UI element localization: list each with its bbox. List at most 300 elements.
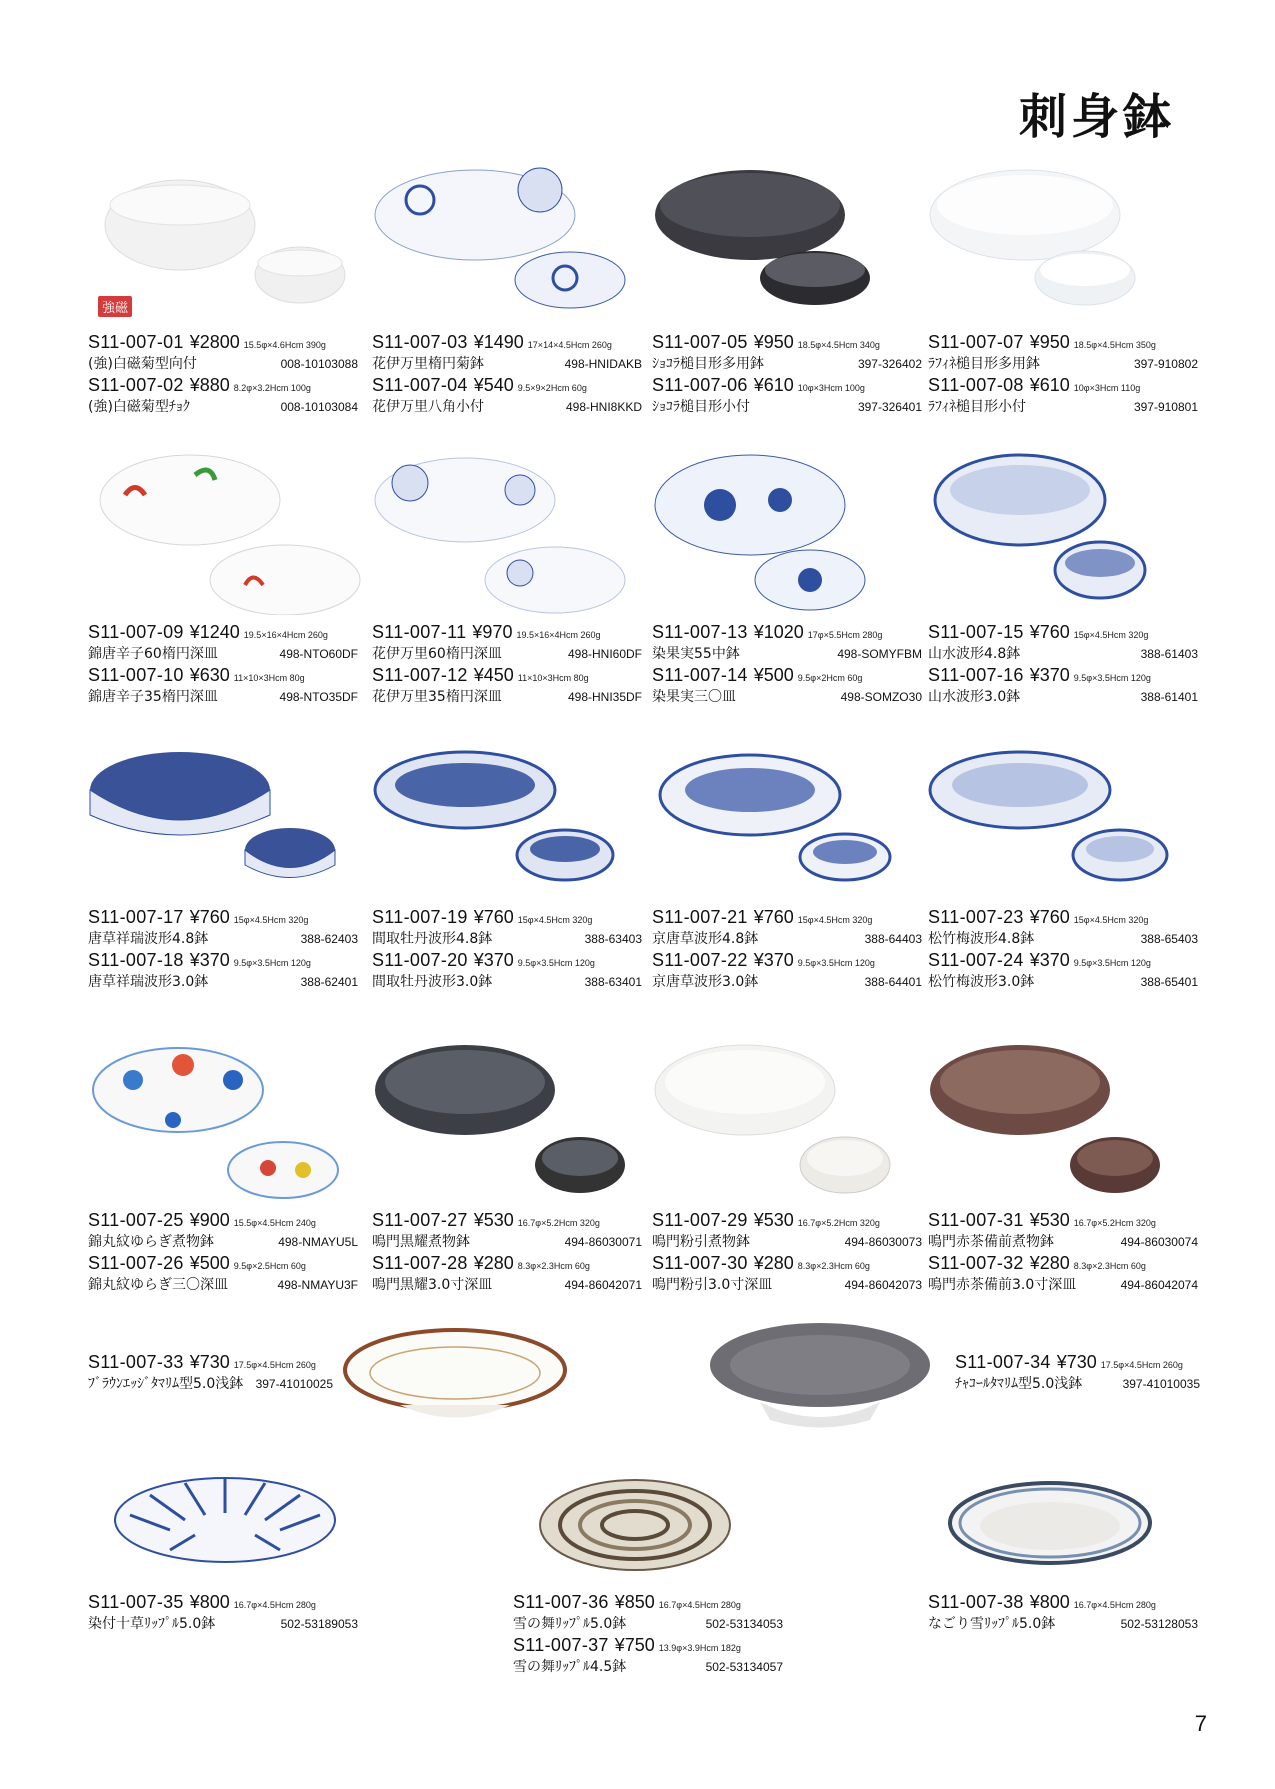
product-name-jan-line xyxy=(88,353,358,373)
product-code-price-line xyxy=(513,1592,783,1613)
product-spec: 9.5φ×3.5Hcm 120g xyxy=(797,958,875,968)
product-name-jan-line xyxy=(928,971,1198,991)
product-code-price-line xyxy=(88,375,358,396)
product-name-jan-line xyxy=(372,643,642,663)
product-price: ¥370 xyxy=(1029,665,1070,685)
product-name: 花伊万里楕円菊鉢 xyxy=(372,356,484,372)
product-spec: 9.5φ×3.5Hcm 120g xyxy=(233,958,311,968)
product-code-price-line xyxy=(88,950,358,971)
product-spec: 15.5φ×4.6Hcm 390g xyxy=(243,340,326,350)
product-entry xyxy=(928,622,1198,708)
product-name-jan-line xyxy=(652,1231,922,1251)
product-jan-code: 397-41010025 xyxy=(255,1377,333,1391)
product-name-jan-line xyxy=(372,1231,642,1251)
product-name: 間取牡丹波形4.8鉢 xyxy=(372,931,493,947)
product-price: ¥630 xyxy=(189,665,230,685)
strong-porcelain-badge: 強磁 xyxy=(98,296,132,317)
product-code: S11-007-15 xyxy=(928,622,1024,642)
product-name-jan-line xyxy=(372,686,642,706)
product-code-price-line xyxy=(88,1352,333,1373)
product-spec: 18.5φ×4.5Hcm 340g xyxy=(797,340,880,350)
product-name: (強)白磁菊型向付 xyxy=(88,356,197,372)
product-jan-code: 498-HNIDAKB xyxy=(564,357,642,371)
product-name: なごり雪ﾘｯﾌﾟﾙ5.0鉢 xyxy=(928,1616,1056,1632)
product-photo-nishiki-togarashi-plates xyxy=(95,445,365,615)
product-spec: 17.5φ×4.5Hcm 260g xyxy=(1100,1360,1183,1370)
product-code: S11-007-02 xyxy=(88,375,184,395)
product-code: S11-007-10 xyxy=(88,665,184,685)
product-jan-code: 397-41010035 xyxy=(1122,1377,1200,1391)
product-price: ¥760 xyxy=(1029,907,1070,927)
product-name-jan-line xyxy=(652,353,922,373)
product-name-jan-line xyxy=(652,643,922,663)
product-photo-chocolat-bowls xyxy=(650,160,920,310)
product-code-price-line xyxy=(652,1210,922,1231)
product-name-jan-line xyxy=(88,643,358,663)
product-name: 錦丸紋ゆらぎ煮物鉢 xyxy=(88,1234,214,1250)
product-spec: 8.2φ×3.2Hcm 100g xyxy=(233,383,311,393)
product-code-price-line xyxy=(88,1592,358,1613)
product-price: ¥370 xyxy=(753,950,794,970)
product-item xyxy=(652,375,922,416)
product-jan-code: 494-86030074 xyxy=(1120,1235,1198,1249)
product-jan-code: 397-326402 xyxy=(857,357,922,371)
product-code-price-line xyxy=(88,907,358,928)
product-code: S11-007-31 xyxy=(928,1210,1024,1230)
product-jan-code: 388-65401 xyxy=(1140,975,1198,989)
product-name: 錦唐辛子35楕円深皿 xyxy=(88,689,218,705)
product-spec: 17×14×4.5Hcm 260g xyxy=(527,340,612,350)
product-name: 鳴門黒耀3.0寸深皿 xyxy=(372,1277,493,1293)
product-spec: 15φ×4.5Hcm 320g xyxy=(1073,915,1149,925)
product-entry xyxy=(513,1592,783,1678)
product-code-price-line xyxy=(372,1253,642,1274)
product-name-jan-line xyxy=(652,971,922,991)
product-spec: 9.5φ×3.5Hcm 120g xyxy=(517,958,595,968)
product-entry xyxy=(372,332,642,418)
product-name-jan-line xyxy=(652,686,922,706)
product-item xyxy=(652,907,922,948)
product-name: 鳴門赤茶備前3.0寸深皿 xyxy=(928,1277,1077,1293)
product-code-price-line xyxy=(372,332,642,353)
product-name-jan-line xyxy=(88,1373,333,1393)
product-spec: 17.5φ×4.5Hcm 260g xyxy=(233,1360,316,1370)
product-photo-charcoal-tamarim-bowl xyxy=(705,1320,945,1440)
product-jan-code: 494-86042073 xyxy=(844,1278,922,1292)
product-code-price-line xyxy=(928,665,1198,686)
product-spec: 16.7φ×5.2Hcm 320g xyxy=(1073,1218,1156,1228)
product-jan-code: 498-NTO60DF xyxy=(279,647,358,661)
product-code-price-line xyxy=(928,622,1198,643)
product-spec: 19.5×16×4Hcm 260g xyxy=(243,630,328,640)
product-item xyxy=(928,665,1198,706)
product-spec: 15φ×4.5Hcm 320g xyxy=(1073,630,1149,640)
product-code-price-line xyxy=(928,950,1198,971)
product-name-jan-line xyxy=(88,1613,358,1633)
product-code: S11-007-38 xyxy=(928,1592,1024,1612)
product-item xyxy=(928,907,1198,948)
product-item xyxy=(88,950,358,991)
product-spec: 11×10×3Hcm 80g xyxy=(517,673,589,683)
product-name-jan-line xyxy=(88,928,358,948)
product-name: (強)白磁菊型ﾁｮｸ xyxy=(88,399,190,415)
product-code: S11-007-24 xyxy=(928,950,1024,970)
product-name-jan-line xyxy=(372,353,642,373)
product-spec: 19.5×16×4Hcm 260g xyxy=(516,630,601,640)
product-price: ¥750 xyxy=(614,1635,655,1655)
product-photo-shochikubai-bowls xyxy=(925,745,1195,895)
product-entry xyxy=(88,332,358,418)
product-jan-code: 388-61401 xyxy=(1140,690,1198,704)
product-jan-code: 008-10103088 xyxy=(280,357,358,371)
product-price: ¥530 xyxy=(473,1210,514,1230)
product-item xyxy=(88,1253,358,1294)
product-item xyxy=(928,622,1198,663)
product-spec: 16.7φ×5.2Hcm 320g xyxy=(797,1218,880,1228)
product-code-price-line xyxy=(652,1253,922,1274)
product-jan-code: 388-65403 xyxy=(1140,932,1198,946)
product-code: S11-007-05 xyxy=(652,332,748,352)
product-jan-code: 498-HNI60DF xyxy=(567,647,642,661)
product-code-price-line xyxy=(652,907,922,928)
product-code-price-line xyxy=(928,907,1198,928)
product-price: ¥530 xyxy=(753,1210,794,1230)
product-entry xyxy=(372,907,642,993)
product-item xyxy=(928,1210,1198,1251)
product-photo-kyo-karakusa-bowls xyxy=(650,745,920,895)
product-item xyxy=(928,375,1198,416)
product-jan-code: 498-NMAYU3F xyxy=(277,1278,358,1292)
product-entry xyxy=(652,332,922,418)
product-name: 唐草祥瑞波形3.0鉢 xyxy=(88,974,209,990)
product-photo-brown-edge-tamarim-bowl xyxy=(340,1325,580,1435)
product-price: ¥610 xyxy=(1029,375,1070,395)
product-jan-code: 494-86042074 xyxy=(1120,1278,1198,1292)
product-entry xyxy=(372,1210,642,1296)
product-jan-code: 494-86042071 xyxy=(564,1278,642,1292)
product-name: 雪の舞ﾘｯﾌﾟﾙ4.5鉢 xyxy=(513,1659,627,1675)
product-name-jan-line xyxy=(652,396,922,416)
product-code: S11-007-25 xyxy=(88,1210,184,1230)
product-price: ¥370 xyxy=(473,950,514,970)
product-jan-code: 502-53134053 xyxy=(705,1617,783,1631)
product-code-price-line xyxy=(928,1253,1198,1274)
product-photo-raffine-bowls xyxy=(925,160,1195,310)
product-price: ¥280 xyxy=(753,1253,794,1273)
product-jan-code: 502-53134057 xyxy=(705,1660,783,1674)
product-jan-code: 494-86030073 xyxy=(844,1235,922,1249)
product-price: ¥760 xyxy=(753,907,794,927)
product-spec: 10φ×3Hcm 110g xyxy=(1073,383,1141,393)
product-name-jan-line xyxy=(928,1231,1198,1251)
product-code-price-line xyxy=(652,622,922,643)
product-code: S11-007-01 xyxy=(88,332,184,352)
product-item xyxy=(652,622,922,663)
product-item xyxy=(928,332,1198,373)
product-jan-code: 388-64403 xyxy=(864,932,922,946)
product-name-jan-line xyxy=(88,1231,358,1251)
product-code: S11-007-06 xyxy=(652,375,748,395)
product-price: ¥950 xyxy=(753,332,794,352)
product-item xyxy=(88,622,358,663)
product-spec: 15φ×4.5Hcm 320g xyxy=(517,915,593,925)
product-name: ｼｮｺﾗ槌目形多用鉢 xyxy=(652,356,764,372)
product-name-jan-line xyxy=(88,971,358,991)
product-name: 花伊万里60楕円深皿 xyxy=(372,646,502,662)
product-item xyxy=(652,1253,922,1294)
product-photo-white-chrysanthemum-bowls xyxy=(85,160,355,310)
product-item xyxy=(88,375,358,416)
product-name-jan-line xyxy=(928,396,1198,416)
product-name-jan-line xyxy=(372,1274,642,1294)
product-code: S11-007-30 xyxy=(652,1253,748,1273)
product-spec: 9.5φ×2Hcm 60g xyxy=(797,673,863,683)
product-name: 花伊万里35楕円深皿 xyxy=(372,689,502,705)
product-code: S11-007-17 xyxy=(88,907,184,927)
product-code: S11-007-14 xyxy=(652,665,748,685)
product-spec: 15.5φ×4.5Hcm 240g xyxy=(233,1218,316,1228)
product-code-price-line xyxy=(372,1210,642,1231)
product-name-jan-line xyxy=(372,928,642,948)
product-spec: 10φ×3Hcm 100g xyxy=(797,383,865,393)
product-price: ¥760 xyxy=(1029,622,1070,642)
product-item xyxy=(513,1635,783,1676)
product-code-price-line xyxy=(88,332,358,353)
product-code: S11-007-12 xyxy=(372,665,468,685)
product-code: S11-007-16 xyxy=(928,665,1024,685)
product-photo-madori-botan-bowls xyxy=(370,745,640,895)
product-name: ﾗﾌｨﾈ槌目形多用鉢 xyxy=(928,356,1040,372)
product-item xyxy=(652,950,922,991)
product-name: 錦丸紋ゆらぎ三〇深皿 xyxy=(88,1277,228,1293)
product-entry xyxy=(372,622,642,708)
product-name: 松竹梅波形4.8鉢 xyxy=(928,931,1035,947)
product-spec: 8.3φ×2.3Hcm 60g xyxy=(797,1261,870,1271)
product-code: S11-007-23 xyxy=(928,907,1024,927)
product-price: ¥970 xyxy=(472,622,513,642)
product-code-price-line xyxy=(88,622,358,643)
product-jan-code: 388-63403 xyxy=(584,932,642,946)
product-entry xyxy=(88,622,358,708)
product-price: ¥530 xyxy=(1029,1210,1070,1230)
product-entry xyxy=(928,332,1198,418)
product-jan-code: 498-SOMYFBM xyxy=(837,647,922,661)
product-spec: 11×10×3Hcm 80g xyxy=(233,673,305,683)
product-item xyxy=(88,907,358,948)
product-spec: 16.7φ×5.2Hcm 320g xyxy=(517,1218,600,1228)
product-code: S11-007-32 xyxy=(928,1253,1024,1273)
product-name: 染果実三〇皿 xyxy=(652,689,736,705)
product-item xyxy=(88,1352,333,1393)
product-code-price-line xyxy=(928,1210,1198,1231)
product-item xyxy=(372,1253,642,1294)
product-name-jan-line xyxy=(928,1613,1198,1633)
product-price: ¥800 xyxy=(189,1592,230,1612)
product-code-price-line xyxy=(652,375,922,396)
product-item xyxy=(88,1592,358,1633)
product-item xyxy=(928,1253,1198,1294)
product-entry xyxy=(88,1210,358,1296)
product-name: 京唐草波形3.0鉢 xyxy=(652,974,759,990)
product-price: ¥280 xyxy=(1029,1253,1070,1273)
product-price: ¥900 xyxy=(189,1210,230,1230)
product-code-price-line xyxy=(955,1352,1200,1373)
product-spec: 9.5φ×2.5Hcm 60g xyxy=(233,1261,306,1271)
product-code: S11-007-34 xyxy=(955,1352,1051,1372)
product-price: ¥540 xyxy=(473,375,514,395)
product-price: ¥370 xyxy=(189,950,230,970)
product-code-price-line xyxy=(88,1210,358,1231)
product-jan-code: 502-53128053 xyxy=(1120,1617,1198,1631)
product-jan-code: 388-64401 xyxy=(864,975,922,989)
product-name: 花伊万里八角小付 xyxy=(372,399,484,415)
product-name: 染付十草ﾘｯﾌﾟﾙ5.0鉢 xyxy=(88,1616,216,1632)
product-code: S11-007-08 xyxy=(928,375,1024,395)
product-code: S11-007-29 xyxy=(652,1210,748,1230)
product-price: ¥730 xyxy=(1056,1352,1097,1372)
product-spec: 15φ×4.5Hcm 320g xyxy=(233,915,309,925)
product-code-price-line xyxy=(88,1253,358,1274)
product-name: 鳴門粉引煮物鉢 xyxy=(652,1234,750,1250)
product-jan-code: 397-910802 xyxy=(1133,357,1198,371)
product-name-jan-line xyxy=(88,1274,358,1294)
product-code-price-line xyxy=(652,332,922,353)
product-price: ¥370 xyxy=(1029,950,1070,970)
product-entry xyxy=(955,1352,1200,1395)
product-item xyxy=(928,1592,1198,1633)
product-name: 錦唐辛子60楕円深皿 xyxy=(88,646,218,662)
product-jan-code: 498-HNI8KKD xyxy=(565,400,642,414)
product-code-price-line xyxy=(928,1592,1198,1613)
product-code-price-line xyxy=(372,665,642,686)
product-jan-code: 502-53189053 xyxy=(280,1617,358,1631)
product-code-price-line xyxy=(513,1635,783,1656)
product-photo-hana-imari-oval-plates xyxy=(370,445,640,615)
product-name: 鳴門黒耀煮物鉢 xyxy=(372,1234,470,1250)
product-name-jan-line xyxy=(513,1613,783,1633)
product-name-jan-line xyxy=(652,1274,922,1294)
product-price: ¥2800 xyxy=(189,332,240,352)
product-code-price-line xyxy=(372,375,642,396)
product-photo-yukinomai-bowl xyxy=(535,1475,745,1590)
product-name: 山水波形3.0鉢 xyxy=(928,689,1021,705)
product-name: ﾁｬｺｰﾙﾀﾏﾘﾑ型5.0浅鉢 xyxy=(955,1376,1083,1392)
product-spec: 9.5φ×3.5Hcm 120g xyxy=(1073,958,1151,968)
product-name-jan-line xyxy=(928,643,1198,663)
product-name: 間取牡丹波形3.0鉢 xyxy=(372,974,493,990)
product-price: ¥880 xyxy=(189,375,230,395)
product-code: S11-007-37 xyxy=(513,1635,609,1655)
product-code: S11-007-09 xyxy=(88,622,184,642)
product-code: S11-007-19 xyxy=(372,907,468,927)
product-price: ¥950 xyxy=(1029,332,1070,352)
product-entry xyxy=(652,907,922,993)
product-jan-code: 008-10103084 xyxy=(280,400,358,414)
product-item xyxy=(372,332,642,373)
product-entry xyxy=(88,907,358,993)
product-spec: 9.5×9×2Hcm 60g xyxy=(517,383,587,393)
product-item xyxy=(88,665,358,706)
product-name: 鳴門粉引3.0寸深皿 xyxy=(652,1277,773,1293)
product-name: ﾌﾞﾗｳﾝｴｯｼﾞﾀﾏﾘﾑ型5.0浅鉢 xyxy=(88,1376,244,1392)
product-code: S11-007-20 xyxy=(372,950,468,970)
product-entry xyxy=(88,1352,333,1395)
product-jan-code: 498-HNI35DF xyxy=(567,690,642,704)
product-item xyxy=(372,950,642,991)
product-price: ¥800 xyxy=(1029,1592,1070,1612)
product-spec: 9.5φ×3.5Hcm 120g xyxy=(1073,673,1151,683)
product-price: ¥760 xyxy=(189,907,230,927)
page-title: 刺身鉢 xyxy=(1018,89,1175,145)
product-name: ｼｮｺﾗ槌目形小付 xyxy=(652,399,750,415)
product-name-jan-line xyxy=(928,353,1198,373)
product-name: 雪の舞ﾘｯﾌﾟﾙ5.0鉢 xyxy=(513,1616,627,1632)
product-name: 山水波形4.8鉢 xyxy=(928,646,1021,662)
product-jan-code: 498-NTO35DF xyxy=(279,690,358,704)
product-price: ¥760 xyxy=(473,907,514,927)
product-code-price-line xyxy=(372,950,642,971)
product-price: ¥1020 xyxy=(753,622,804,642)
product-spec: 16.7φ×4.5Hcm 280g xyxy=(233,1600,316,1610)
product-name-jan-line xyxy=(955,1373,1200,1393)
product-item xyxy=(372,375,642,416)
product-item xyxy=(652,665,922,706)
product-spec: 18.5φ×4.5Hcm 350g xyxy=(1073,340,1156,350)
product-jan-code: 494-86030071 xyxy=(564,1235,642,1249)
product-entry xyxy=(652,1210,922,1296)
product-code: S11-007-03 xyxy=(372,332,468,352)
product-photo-nishiki-marumon-bowls xyxy=(88,1040,358,1200)
product-item xyxy=(372,907,642,948)
product-name-jan-line xyxy=(513,1656,783,1676)
product-name-jan-line xyxy=(928,928,1198,948)
product-code-price-line xyxy=(372,622,642,643)
product-name: 京唐草波形4.8鉢 xyxy=(652,931,759,947)
product-spec: 8.3φ×2.3Hcm 60g xyxy=(1073,1261,1146,1271)
product-jan-code: 388-62403 xyxy=(300,932,358,946)
product-photo-karakusa-shonzui-bowls xyxy=(85,745,355,895)
product-name-jan-line xyxy=(88,396,358,416)
product-code-price-line xyxy=(928,332,1198,353)
product-name-jan-line xyxy=(372,396,642,416)
product-name-jan-line xyxy=(652,928,922,948)
product-photo-naruto-akacha-bizen-bowls xyxy=(925,1040,1195,1200)
product-code: S11-007-28 xyxy=(372,1253,468,1273)
product-item xyxy=(372,622,642,663)
product-code: S11-007-21 xyxy=(652,907,748,927)
product-code: S11-007-35 xyxy=(88,1592,184,1612)
product-spec: 8.3φ×2.3Hcm 60g xyxy=(517,1261,590,1271)
product-price: ¥500 xyxy=(189,1253,230,1273)
product-photo-sometsuke-tokusa-bowl xyxy=(110,1475,350,1585)
product-name: 唐草祥瑞波形4.8鉢 xyxy=(88,931,209,947)
product-code: S11-007-22 xyxy=(652,950,748,970)
product-code-price-line xyxy=(88,665,358,686)
product-code: S11-007-04 xyxy=(372,375,468,395)
product-name-jan-line xyxy=(88,686,358,706)
product-entry xyxy=(928,907,1198,993)
product-price: ¥730 xyxy=(189,1352,230,1372)
product-item xyxy=(88,332,358,373)
product-price: ¥1240 xyxy=(189,622,240,642)
product-entry xyxy=(88,1592,358,1635)
product-code: S11-007-33 xyxy=(88,1352,184,1372)
product-name: ﾗﾌｨﾈ槌目形小付 xyxy=(928,399,1026,415)
product-jan-code: 397-326401 xyxy=(857,400,922,414)
product-item xyxy=(513,1592,783,1633)
product-code-price-line xyxy=(652,665,922,686)
product-spec: 15φ×4.5Hcm 320g xyxy=(797,915,873,925)
